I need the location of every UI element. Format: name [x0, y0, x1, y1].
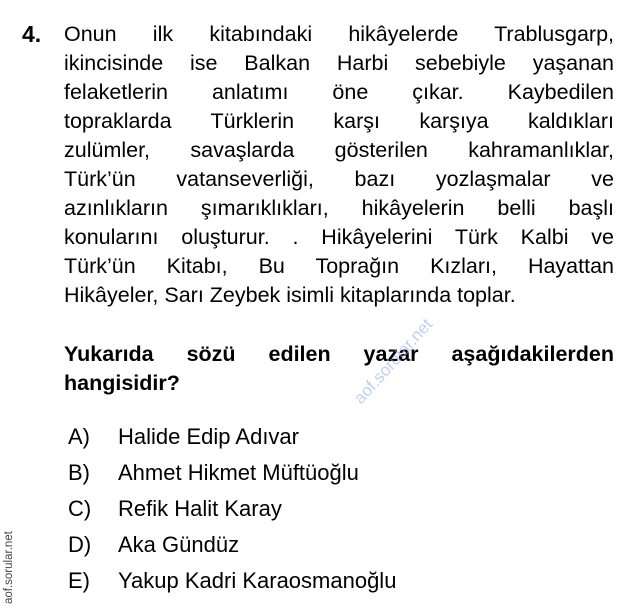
- passage-line: Türk’ün vatanseverliği, bazı yozlaşmalar ve: [64, 167, 614, 191]
- option-text: Yakup Kadri Karaosmanoğlu: [118, 568, 397, 593]
- option-letter: E): [68, 568, 90, 593]
- option-c[interactable]: [68, 491, 588, 527]
- passage-line: topraklarda Türklerin karşı karşıya kaldıkları: [64, 109, 614, 133]
- question-prompt: [64, 340, 614, 398]
- option-letter: C): [68, 496, 92, 521]
- option-e[interactable]: [68, 563, 588, 599]
- passage-line: zulümler, savaşlarda gösterilen kahramanlıklar,: [64, 138, 614, 162]
- passage-line: Hikâyeler, Sarı Zeybek isimli kitaplarında toplar.: [64, 283, 516, 307]
- question-passage: [64, 20, 614, 310]
- option-letter: D): [68, 532, 92, 557]
- option-text: Ahmet Hikmet Müftüoğlu: [118, 460, 359, 485]
- passage-line: Türk’ün Kitabı, Bu Toprağın Kızları, Hayattan: [64, 254, 614, 278]
- option-letter: A): [68, 424, 90, 449]
- option-text: Aka Gündüz: [118, 532, 240, 557]
- option-text: Refik Halit Karay: [118, 496, 282, 521]
- side-watermark: aof.sorular.net: [3, 531, 15, 604]
- prompt-line: hangisidir?: [64, 371, 180, 395]
- passage-line: azınlıkların şımarıklıkları, hikâyelerin belli başlı: [64, 196, 614, 220]
- option-letter: B): [68, 460, 90, 485]
- prompt-line: Yukarıda sözü edilen yazar aşağıdakilerden: [64, 342, 614, 366]
- answer-options: [68, 419, 588, 599]
- passage-line: ikincisinde ise Balkan Harbi sebebiyle yaşanan: [64, 51, 614, 75]
- passage-line: felaketlerin anlatımı öne çıkar. Kaybedilen: [64, 80, 614, 104]
- question-number: 4.: [22, 21, 42, 47]
- passage-line: konularını oluşturur. . Hikâyelerini Türk Kalbi ve: [64, 225, 614, 249]
- option-b[interactable]: [68, 455, 588, 491]
- option-text: Halide Edip Adıvar: [118, 424, 299, 449]
- option-d[interactable]: [68, 527, 588, 563]
- diagonal-watermark: aof.sorular.net: [350, 314, 437, 408]
- option-a[interactable]: [68, 419, 588, 455]
- passage-line: Onun ilk kitabındaki hikâyelerde Trablusgarp,: [64, 22, 614, 46]
